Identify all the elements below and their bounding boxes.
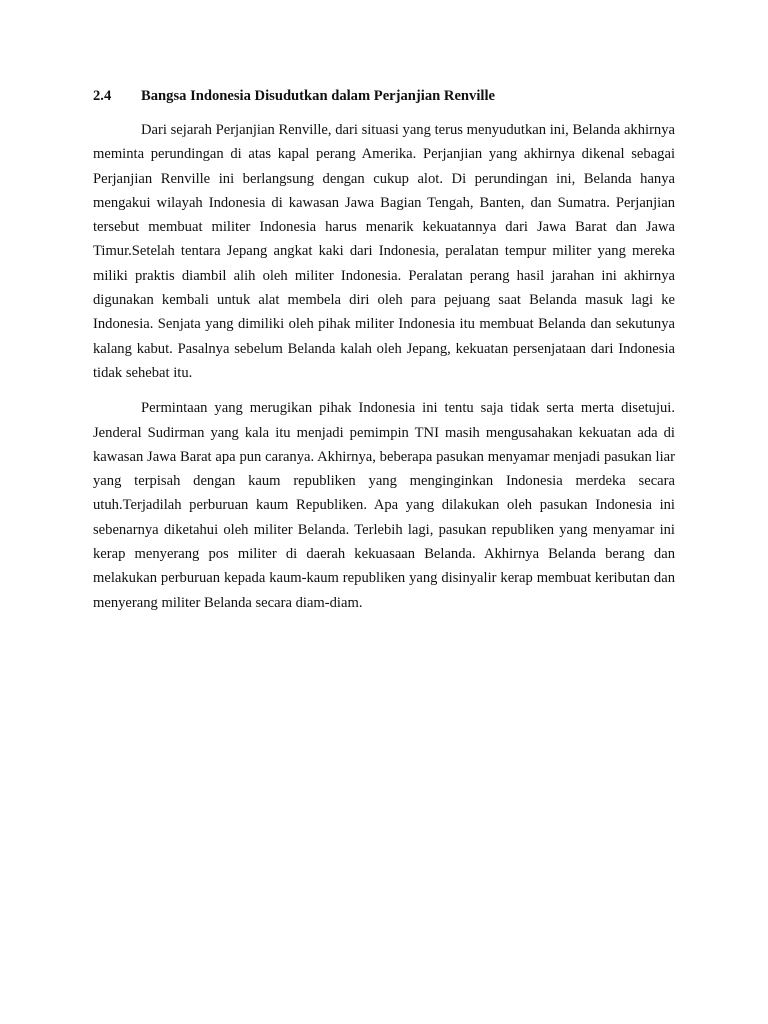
section-number: 2.4 xyxy=(93,88,112,104)
paragraph-1: Dari sejarah Perjanjian Renville, dari situasi yang terus menyudutkan ini, Belanda akhirnya meminta perundingan di atas kapal perang Amerika. Perjanjian yang akhirnya dikenal sebagai Perjanjian Renville ini berlangsung dengan cukup alot. Di perundingan ini, Belanda hanya mengakui wilayah Indonesia di kawasan Jawa Bagian Tengah, Banten, dan Sumatra. Perjanjian tersebut membuat militer Indonesia harus menarik kekuatannya dari Jawa Barat dan Jawa Timur.Setelah tentara Jepang angkat kaki dari Indonesia, peralatan tempur militer yang mereka miliki praktis diambil alih oleh militer Indonesia. Peralatan perang hasil jarahan ini akhirnya digunakan kembali untuk alat membela diri oleh para pejuang saat Belanda masuk lagi ke Indonesia. Senjata yang dimiliki oleh pihak militer Indonesia itu membuat Belanda dan sekutunya kalang kabut. Pasalnya sebelum Belanda kalah oleh Jepang, kekuatan persenjataan dari Indonesia tidak sehebat itu. xyxy=(93,122,675,381)
section-heading xyxy=(93,86,675,106)
paragraph-2: Permintaan yang merugikan pihak Indonesia ini tentu saja tidak serta merta disetujui. Jenderal Sudirman yang kala itu menjadi pemimpin TNI masih mengusahakan kekuatan ada di kawasan Jawa Barat apa pun caranya. Akhirnya, beberapa pasukan menyamar menjadi pasukan liar yang terpisah dengan kaum republiken yang menginginkan Indonesia merdeka secara utuh.Terjadilah perburuan kaum Republiken. Apa yang dilakukan oleh pasukan Indonesia ini sebenarnya diketahui oleh militer Belanda. Terlebih lagi, pasukan republiken yang menyamar ini kerap menyerang pos militer di daerah kekuasaan Belanda. Akhirnya Belanda berang dan melakukan perburuan kepada kaum-kaum republiken yang disinyalir kerap membuat keributan dan menyerang militer Belanda secara diam-diam. xyxy=(93,400,675,611)
document-body xyxy=(93,86,675,626)
section-title: Bangsa Indonesia Disudutkan dalam Perjanjian Renville xyxy=(141,88,495,104)
